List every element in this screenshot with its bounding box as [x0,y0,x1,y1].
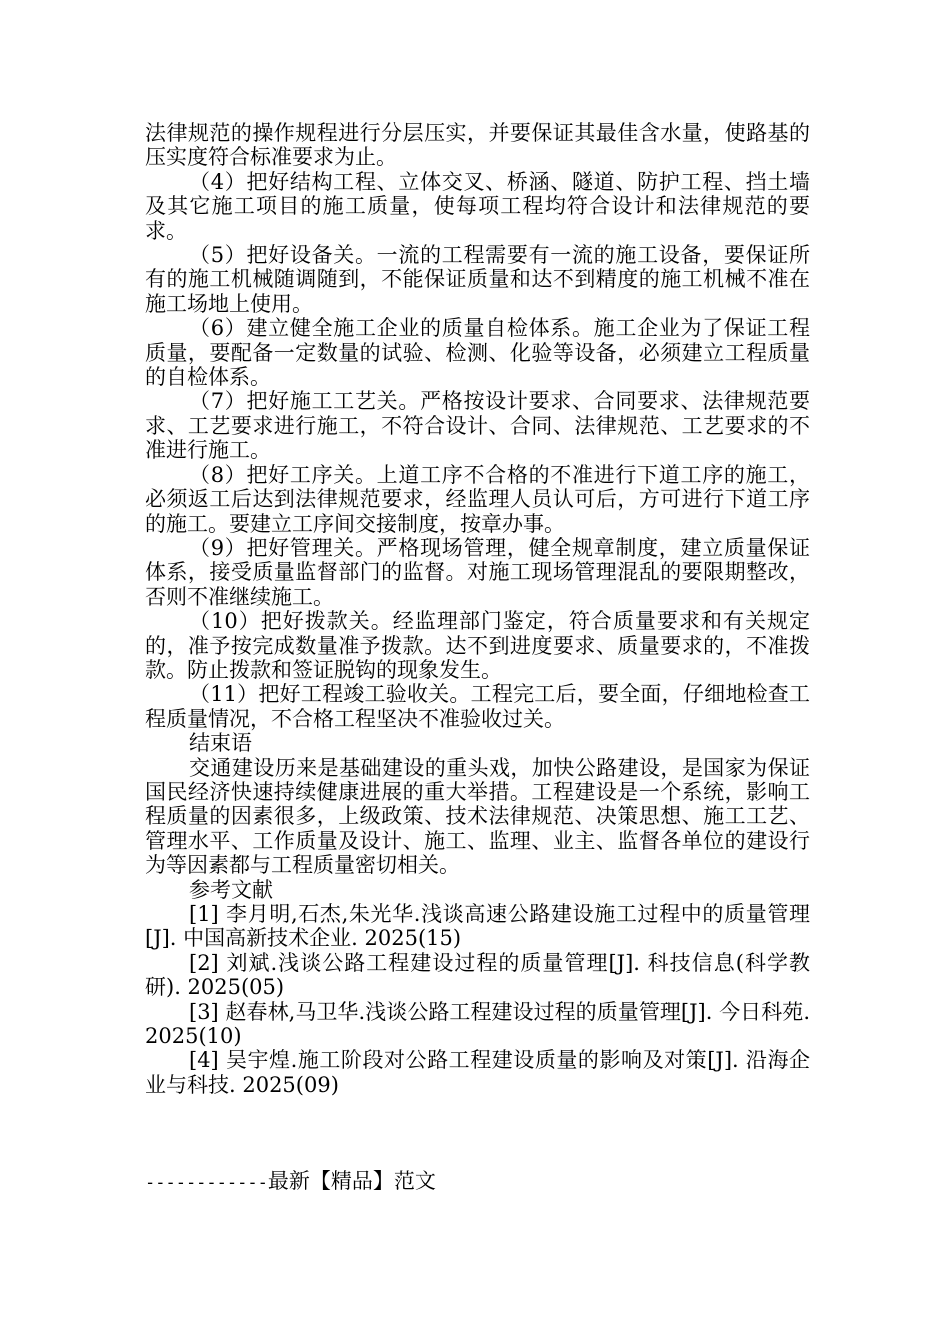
section-heading-conclusion: 结束语 [189,731,252,756]
paragraph-7: （10）把好拨款关。经监理部门鉴定，符合质量要求和有关规定的，准予按完成数量准予拨款。达不到进度要求、质量要求的，不准拨款。防止拨款和签证脱钩的现象发生。 [145,609,810,682]
footer-dashes: ------------ [145,1173,268,1193]
reference-4: [4] 吴宇煌.施工阶段对公路工程建设质量的影响及对策[J]. 沿海企业与科技. 2025(09) [145,1048,810,1097]
paragraph-8: （11）把好工程竣工验收关。工程完工后，要全面，仔细地检查工程质量情况，不合格工程坚决不准验收过关。 [145,682,810,731]
reference-2: [2] 刘斌.浅谈公路工程建设过程的质量管理[J]. 科技信息(科学教研). 2025(05) [145,950,810,1000]
paragraph-2: （5）把好设备关。一流的工程需要有一流的施工设备，要保证所有的施工机械随调随到，不能保证质量和达不到精度的施工机械不准在施工场地上使用。 [145,243,810,316]
paragraph-4: （7）把好施工工艺关。严格按设计要求、合同要求、法律规范要求、工艺要求进行施工，不符合设计、合同、法律规范、工艺要求的不准进行施工。 [145,389,810,463]
section-heading-references: 参考文献 [189,877,273,902]
document-body [145,121,810,1097]
paragraph-1: （4）把好结构工程、立体交叉、桥涵、隧道、防护工程、挡土墙及其它施工项目的施工质量，使每项工程均符合设计和法律规范的要求。 [145,169,810,243]
page-footer [145,1168,436,1196]
paragraph-6: （9）把好管理关。严格现场管理，健全规章制度，建立质量保证体系，接受质量监督部门的监督。对施工现场管理混乱的要限期整改，否则不准继续施工。 [145,535,810,609]
paragraph-3: （6）建立健全施工企业的质量自检体系。施工企业为了保证工程质量，要配备一定数量的试验、检测、化验等设备，必须建立工程质量的自检体系。 [145,316,810,390]
reference-1: [1] 李月明,石杰,朱光华.浅谈高速公路建设施工过程中的质量管理[J]. 中国高新技术企业. 2025(15) [145,902,810,951]
reference-3: [3] 赵春林,马卫华.浅谈公路工程建设过程的质量管理[J]. 今日科苑. 2025(10) [145,999,810,1049]
paragraph-10: 交通建设历来是基础建设的重头戏，加快公路建设，是国家为保证国民经济快速持续健康进展的重大举措。工程建设是一个系统，影响工程质量的因素很多，上级政策、技术法律规范、决策思想、施工工艺、管理水平、工作质量及设计、施工、监理、业主、监督各单位的建设行为等因素都与工程质量密切相关。 [145,755,810,878]
paragraph-5: （8）把好工序关。上道工序不合格的不准进行下道工序的施工，必须返工后达到法律规范要求，经监理人员认可后，方可进行下道工序的施工。要建立工序间交接制度，按章办事。 [145,462,810,536]
paragraph-0: 法律规范的操作规程进行分层压实，并要保证其最佳含水量，使路基的压实度符合标准要求为止。 [145,121,810,170]
footer-text: 最新【精品】范文 [267,1169,436,1193]
